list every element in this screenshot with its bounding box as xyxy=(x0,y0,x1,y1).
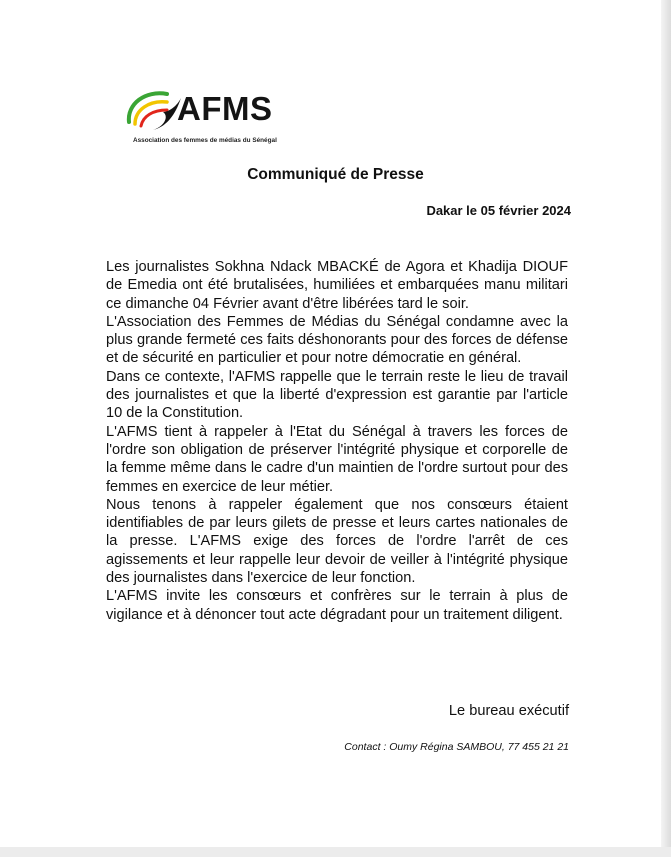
signature: Le bureau exécutif xyxy=(448,703,569,719)
page-edge-right xyxy=(661,0,671,857)
paragraph-2: L'Association des Femmes de Médias du Sénégal condamne avec la plus grande fermeté ces faits déshonorants pour des forces de défense et de sécurité en particulier et pour notre démocratie en général. xyxy=(106,313,568,367)
document-date: Dakar le 05 février 2024 xyxy=(426,203,571,218)
paragraph-6: L'AFMS invite les consœurs et confrères sur le terrain à plus de vigilance et à dénoncer tout acte dégradant pour un traitement diligent. xyxy=(106,588,568,623)
paragraph-4: L'AFMS tient à rappeler à l'Etat du Sénégal à travers les forces de l'ordre son obligation de préserver l'intégrité physique et corporelle de la femme même dans le cadre d'un maintien de l'ordre surtout pour des femmes en exercice de leur métier. xyxy=(106,423,568,495)
document-title: Communiqué de Presse xyxy=(247,166,424,183)
communique-body xyxy=(106,258,568,624)
afms-logo xyxy=(123,82,293,152)
paragraph-3: Dans ce contexte, l'AFMS rappelle que le terrain reste le lieu de travail des journalistes et que la liberté d'expression est garantie par l'article 10 de la Constitution. xyxy=(106,368,568,422)
contact-line: Contact : Oumy Régina SAMBOU, 77 455 21 21 xyxy=(344,741,569,753)
paragraph-1: Les journalistes Sokhna Ndack MBACKÉ de Agora et Khadija DIOUF de Emedia ont été brutalisées, humiliées et embarquées manu militari ce dimanche 04 Février avant d'être libérées tard le soir. xyxy=(106,259,568,312)
logo-wordmark: AFMS xyxy=(177,90,273,127)
page-edge-bottom xyxy=(0,847,671,857)
paragraph-5: Nous tenons à rappeler également que nos consœurs étaient identifiables de par leurs gilets de presse et leurs cartes nationales de la presse. L'AFMS exige des forces de l'ordre l'arrêt de ces agissements et leur rappelle leur devoir de veiller à l'intégrité physique des journalistes dans l'exercice de leur fonction. xyxy=(106,496,568,587)
logo-subtitle: Association des femmes de médias du Sénégal xyxy=(133,137,277,144)
